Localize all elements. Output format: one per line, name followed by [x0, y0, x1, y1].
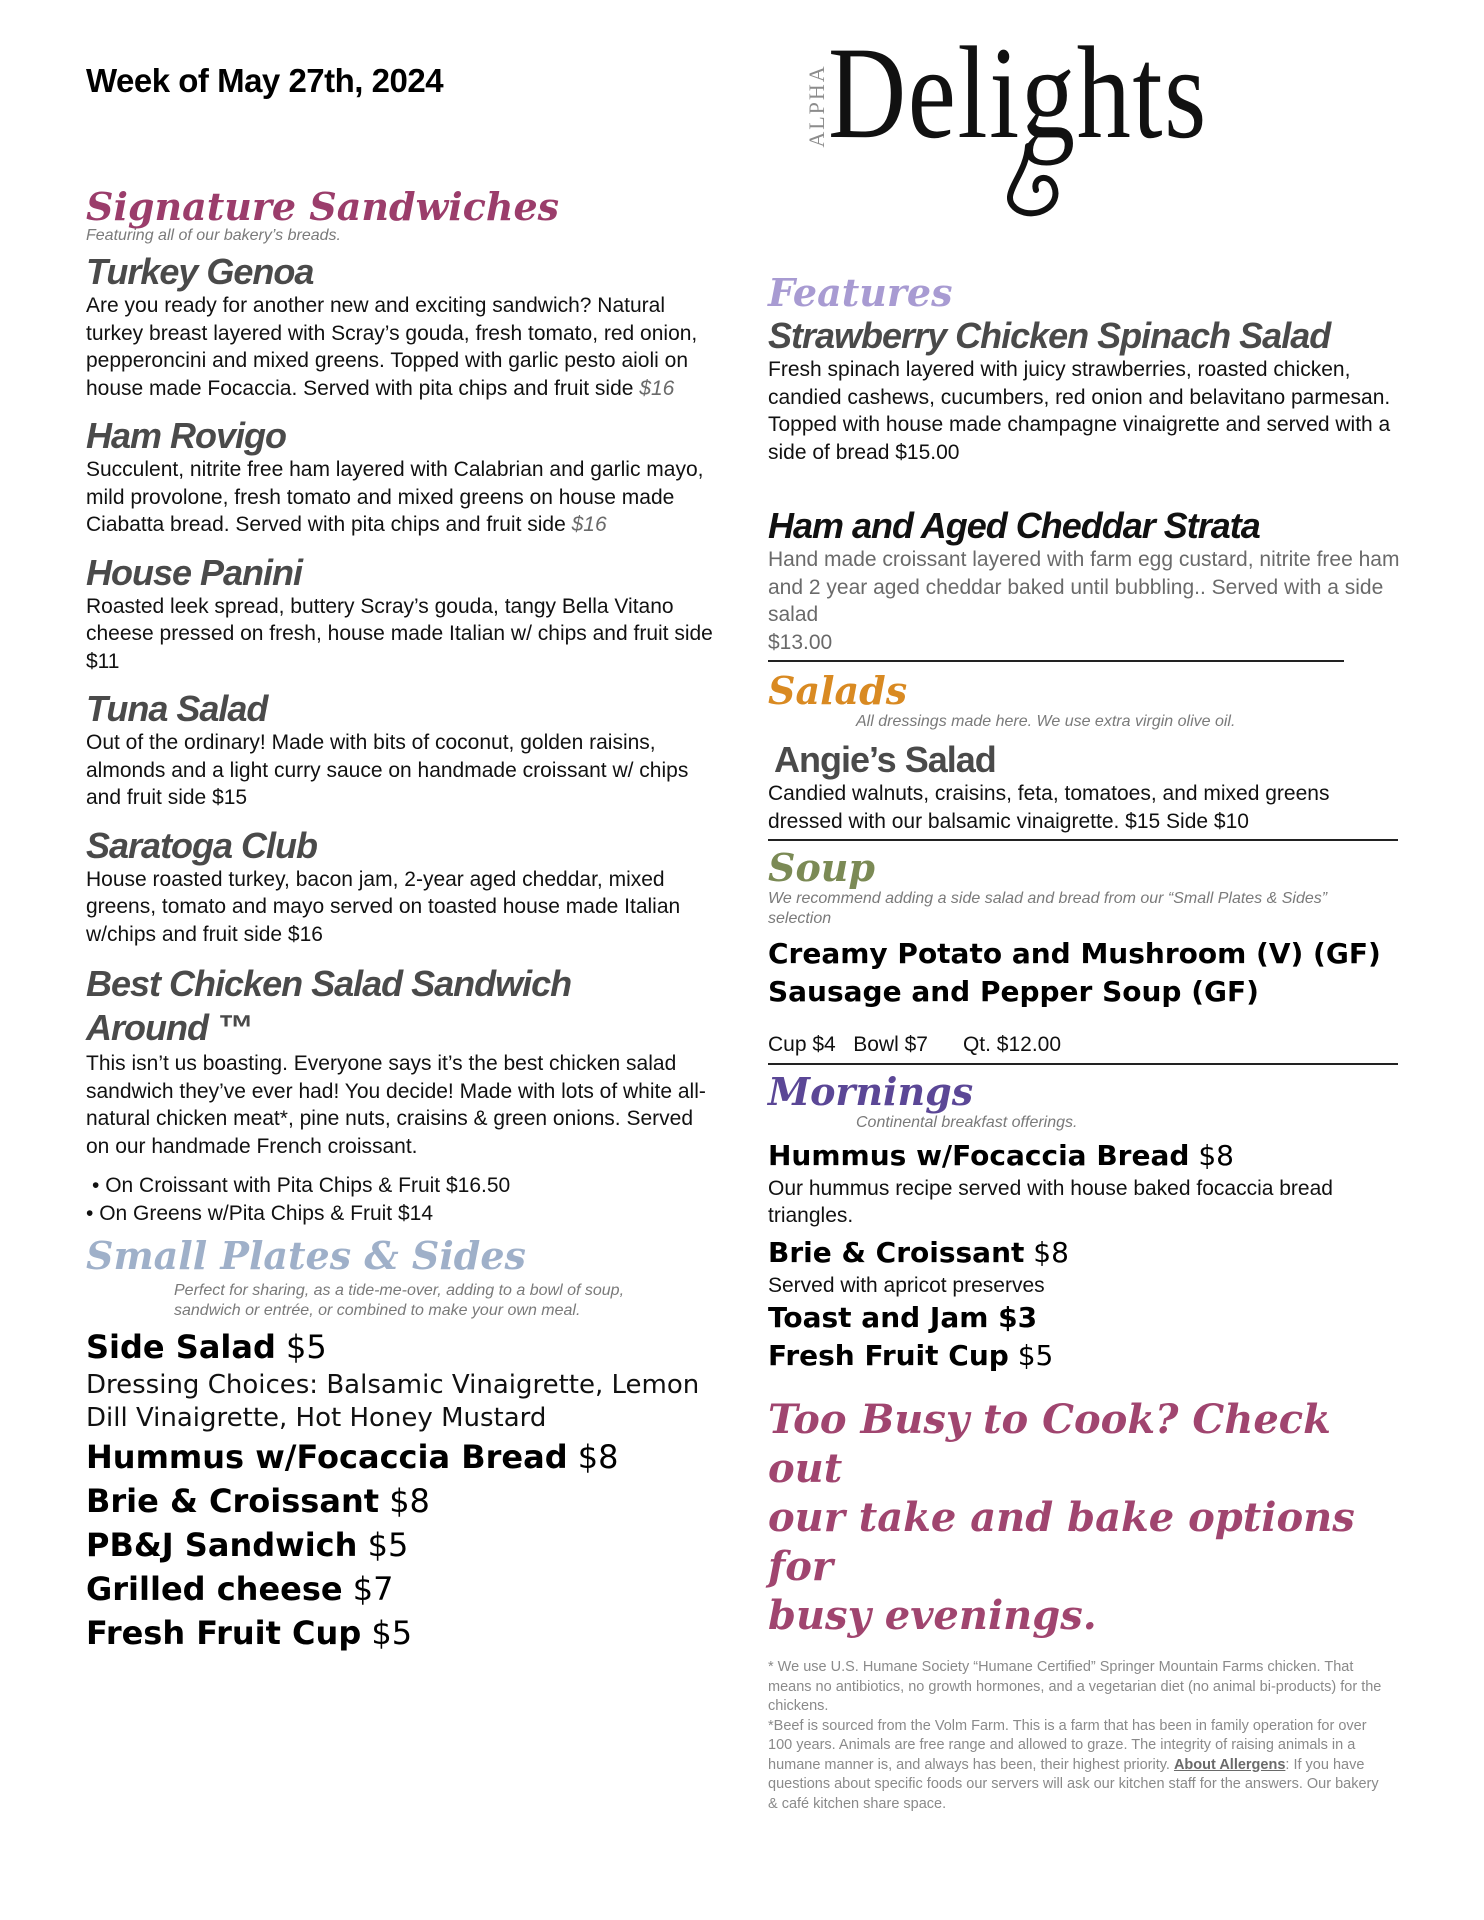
soup-item-2: Sausage and Pepper Soup (GF): [768, 975, 1259, 1008]
soup-subtitle: We recommend adding a side salad and bread from our “Small Plates & Sides” selection: [768, 890, 1328, 927]
small-hummus-item: Hummus w/Focaccia Bread $8: [86, 1438, 619, 1476]
morning-brie-desc: Served with apricot preserves: [768, 1273, 1045, 1297]
house-panini-desc: Roasted leek spread, buttery Scray’s gouda, tangy Bella Vitano cheese pressed on fresh, house made Italian w/ chips and fruit side $11: [86, 594, 713, 673]
divider-3: [768, 1063, 1398, 1065]
small-pbj-item: PB&J Sandwich $5: [86, 1526, 409, 1564]
signature-subtitle: Featuring all of our bakery’s breads.: [86, 227, 341, 244]
small-plates-subtitle: Perfect for sharing, as a tide-me-over, adding to a bowl of soup, sandwich or entrée, or combined to make your own meal.: [174, 1282, 625, 1319]
strata-desc: Hand made croissant layered with farm egg custard, nitrite free ham and 2 year aged cheddar baked until bubbling.. Served with a side salad $13.00: [768, 548, 1400, 654]
salads-title: Salads: [768, 668, 908, 713]
strawberry-salad-desc: Fresh spinach layered with juicy strawberries, roasted chicken, candied cashews, cucumbers, red onion and belavitano parmesan. Topped with house made champagne vinaigrette and served with a side of bread $15.00: [768, 358, 1391, 464]
right-column: [768, 272, 1408, 1814]
chicken-salad-desc: This isn’t us boasting. Everyone says it’s the best chicken salad sandwich they’ve ever had! You decide! Made with lots of white all-natural chicken meat*, pine nuts, craisins & green onions. Served on our handmade French croissant.: [86, 1052, 706, 1158]
turkey-genoa-desc: Are you ready for another new and exciting sandwich? Natural turkey breast layered with Scray’s gouda, fresh tomato, red onion, pepperoncini and mixed greens. Topped with garlic pesto aioli on house made Focaccia. Served with pita chips and fruit side $16: [86, 294, 698, 400]
chicken-salad-title: Best Chicken Salad Sandwich Around ™: [86, 963, 572, 1048]
footnote-beef-allergens: *Beef is sourced from the Volm Farm. This is a farm that has been in family operation for over 100 years. Animals are free range and allowed to graze. The integrity of raising animals in a humane manner is, and always has been, their highest priority. About Allergens: If you have questions about specific foods our servers will ask our kitchen staff for the answers. Our bakery & café kitchen share space.: [768, 1717, 1379, 1812]
morning-fruit-item: Fresh Fruit Cup $5: [768, 1339, 1054, 1372]
strata-title: Ham and Aged Cheddar Strata: [768, 505, 1260, 546]
divider-2: [768, 839, 1398, 841]
soup-title: Soup: [768, 845, 875, 890]
chicken-option-list: [86, 1172, 716, 1227]
saratoga-club-desc: House roasted turkey, bacon jam, 2-year aged cheddar, mixed greens, tomato and mayo served on toasted house made Italian w/chips and fruit side $16: [86, 867, 681, 946]
small-plates-title: Small Plates & Sides: [86, 1233, 526, 1278]
salads-subtitle: All dressings made here. We use extra virgin olive oil.: [856, 713, 1236, 730]
small-fruit-cup-item: Fresh Fruit Cup $5: [86, 1614, 413, 1652]
angies-salad-desc: Candied walnuts, craisins, feta, tomatoes, and mixed greens dressed with our balsamic vinaigrette. $15 Side $10: [768, 782, 1330, 833]
left-column: [86, 186, 716, 1655]
alpha-delights-logo: [800, 19, 1260, 218]
angies-salad-title: Angie’s Salad: [774, 739, 996, 780]
side-salad-item: Side Salad $5: [86, 1328, 327, 1366]
week-heading: Week of May 27th, 2024: [86, 62, 444, 99]
soup-item-1: Creamy Potato and Mushroom (V) (GF): [768, 937, 1381, 970]
chicken-option-2: • On Greens w/Pita Chips & Fruit $14: [86, 1201, 433, 1225]
dressing-choices: Dressing Choices: Balsamic Vinaigrette, Lemon Dill Vinaigrette, Hot Honey Mustard: [86, 1370, 700, 1433]
small-grilled-cheese-item: Grilled cheese $7: [86, 1570, 394, 1608]
house-panini-title: House Panini: [86, 551, 303, 593]
logo-wordmark: Delights: [828, 19, 1208, 166]
divider-1: [768, 660, 1344, 662]
morning-toast-item: Toast and Jam $3: [768, 1301, 1038, 1334]
strawberry-salad-title: Strawberry Chicken Spinach Salad: [768, 315, 1331, 356]
mornings-title: Mornings: [768, 1068, 974, 1114]
footnote-chicken: * We use U.S. Humane Society “Humane Certified” Springer Mountain Farms chicken. That means no antibiotics, no growth hormones, and a vegetarian diet (no animal bi-products) for the chickens.: [768, 1659, 1382, 1714]
about-allergens-link[interactable]: About Allergens: [1173, 1756, 1286, 1773]
morning-hummus-item: Hummus w/Focaccia Bread $8: [768, 1138, 1234, 1172]
logo-swash-icon: [800, 28, 1260, 218]
mornings-subtitle: Continental breakfast offerings.: [856, 1113, 1078, 1131]
ham-rovigo-desc: Succulent, nitrite free ham layered with Calabrian and garlic mayo, mild provolone, fresh tomato and mixed greens on house made Ciabatta bread. Served with pita chips and fruit side $16: [86, 458, 704, 536]
features-title: Features: [768, 270, 953, 315]
morning-brie-item: Brie & Croissant $8: [768, 1235, 1069, 1269]
morning-hummus-desc: Our hummus recipe served with house baked focaccia bread triangles.: [768, 1176, 1333, 1227]
take-and-bake-callout: Too Busy to Cook? Check out our take and bake options for busy evenings.: [768, 1396, 1355, 1639]
soup-prices: Cup $4 Bowl $7 Qt. $12.00: [768, 1033, 1062, 1056]
saratoga-club-title: Saratoga Club: [86, 824, 318, 866]
logo-alpha: ALPHA: [804, 64, 829, 148]
footnotes: [768, 1658, 1388, 1814]
signature-sandwiches-title: Signature Sandwiches: [86, 184, 560, 229]
tuna-salad-desc: Out of the ordinary! Made with bits of coconut, golden raisins, almonds and a light curry sauce on handmade croissant w/ chips and fruit side $15: [86, 731, 689, 809]
turkey-genoa-title: Turkey Genoa: [86, 251, 314, 292]
ham-rovigo-title: Ham Rovigo: [86, 415, 287, 456]
chicken-option-1: • On Croissant with Pita Chips & Fruit $16.50: [92, 1174, 511, 1197]
small-brie-item: Brie & Croissant $8: [86, 1482, 430, 1520]
tuna-salad-title: Tuna Salad: [86, 688, 268, 729]
